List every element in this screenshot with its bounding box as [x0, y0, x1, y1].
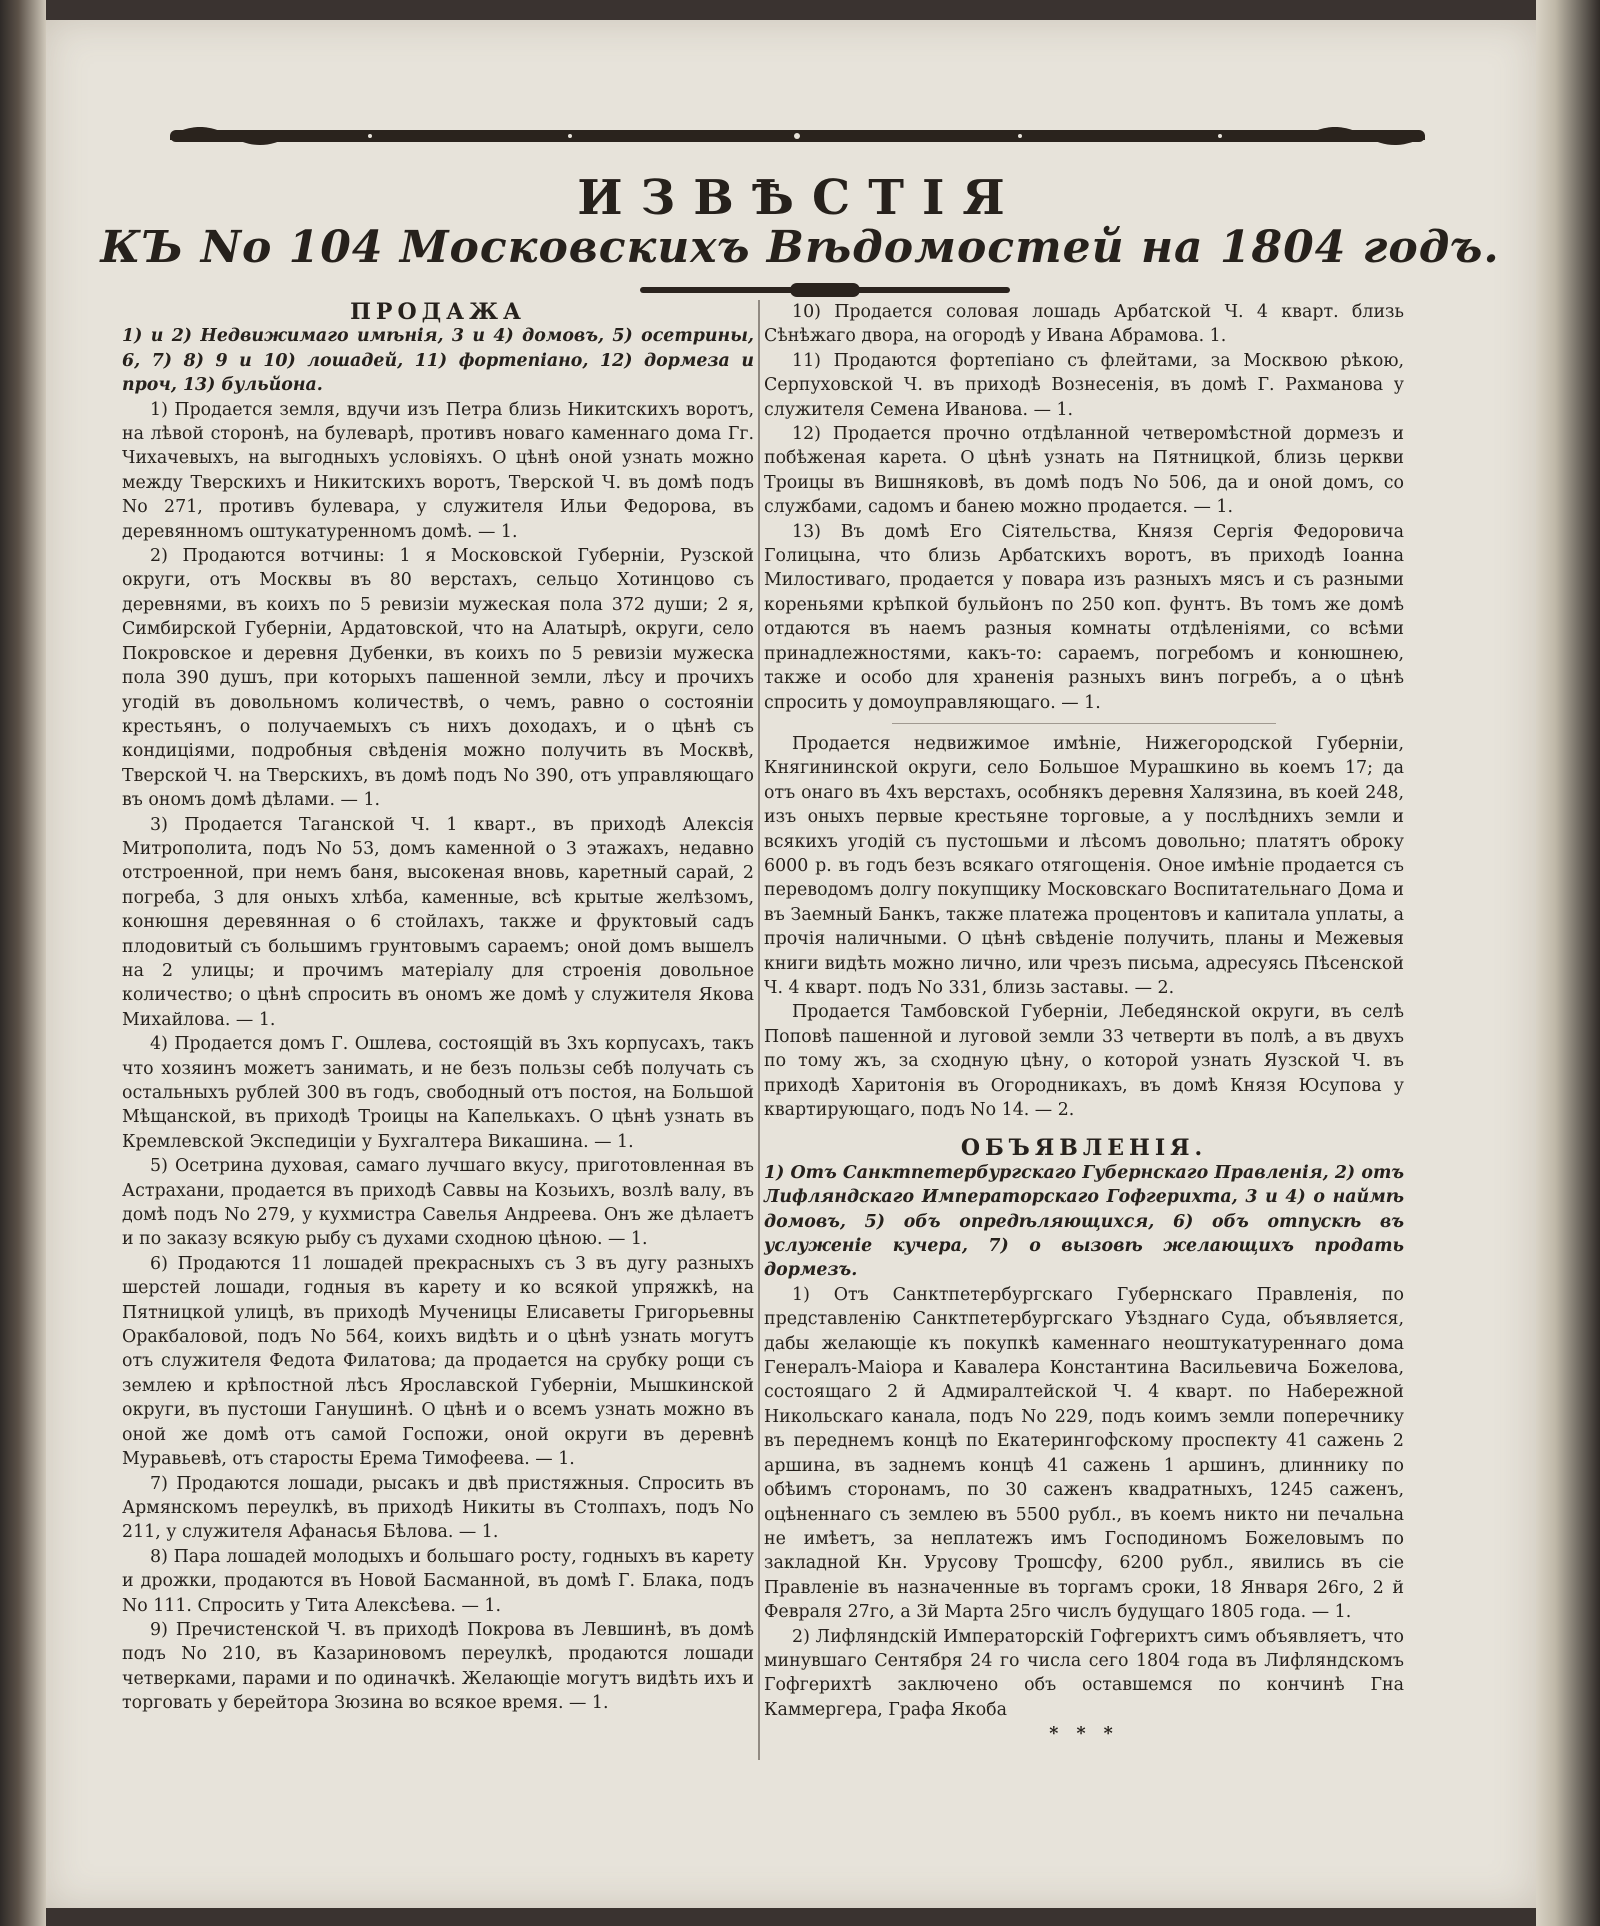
page-edge: [1536, 0, 1600, 1926]
section-heading-announcements: ОБЪЯВЛЕНІЯ.: [960, 1135, 1208, 1162]
notice-item: Продается недвижимое имѣніе, Нижегородской Губерніи, Княгининской округи, село Большое Мурашкино вь коемъ 17; да отъ онаго въ 4хъ верстахъ, особнякъ деревня Халязина, въ коей 248, изъ оныхъ первые крестьяне торговые, а у послѣднихъ земли и всякихъ угодій съ пустошьми и лѣсомъ довольно; платятъ оброку 6000 р. въ годъ безъ всякаго отягощенія. Оное имѣніе продается съ переводомъ долгу покупщику Московскаго Воспитательнаго Дома и въ Заемный Банкъ, также платежа процентовъ и капитала уплаты, а прочія наличными. О цѣнѣ свѣденіе получить, планы и Межевыя книги видѣть можно лично, или чрезъ письма, адресуясь Пѣсенской Ч. 4 кварт. подъ No 331, близь заставы. — 2.: [764, 733, 1404, 998]
right-column: [764, 300, 1404, 1747]
divider: [892, 723, 1276, 724]
notice-item: 13) Въ домѣ Его Сіятельства, Князя Сергія Федоровича Голицына, что близь Арбатскихъ воротъ, въ приходѣ Іоанна Милостиваго, продается у повара изъ разныхъ мясъ и съ разными кореньями крѣпкой бульйонъ по 250 коп. фунтъ. Въ томъ же домѣ отдаются въ наемъ разныя комнаты отдѣленіями, со всѣми принадлежностями, какъ-то: сараемъ, погребомъ и конюшнею, также и особо для храненія разныхъ винъ погребъ, а о цѣнѣ спросить у домоуправляющаго. — 1.: [764, 521, 1404, 713]
notice-item: 5) Осетрина духовая, самаго лучшаго вкусу, приготовленная въ Астрахани, продается въ приходѣ Саввы на Козьихъ, возлѣ валу, въ домѣ подъ No 279, у кухмистра Савелья Андреева. Онъ же дѣлаетъ и по заказу всякую рыбу съ духами сходною цѣною. — 1.: [122, 1156, 754, 1250]
page-title: ИЗВѢСТІЯ: [577, 170, 1023, 226]
section-heading-sale: ПРОДАЖА: [350, 299, 526, 325]
announcements-summary: 1) Отъ Санктпетербургскаго Губернскаго Правленія, 2) отъ Лифляндскаго Императорскаго Гофгерихта, 3 и 4) о наймѣ домовъ, 5) объ опредѣляющихся, 6) объ отпускѣ въ услуженіе кучера, 7) о вызовѣ желающихъ продать дормезъ.: [764, 1162, 1404, 1281]
notice-item: 4) Продается домъ Г. Ошлева, состоящій въ 3хъ корпусахъ, такъ что хозяинъ можетъ занимать, и не безъ пользы себѣ получать съ остальныхъ рублей 300 въ годъ, свободный отъ постоя, на Большой Мѣщанской, въ приходѣ Троицы на Капелькахъ. О цѣнѣ узнать въ Кремлевской Экспедиціи у Бухгалтера Викашина. — 1.: [122, 1034, 754, 1152]
column-rule: [758, 300, 760, 1760]
top-ornament: [170, 122, 1425, 150]
sub-ornament: [640, 281, 1010, 299]
notice-item: 11) Продаются фортепіано съ флейтами, за Москвою рѣкою, Серпуховской Ч. въ приходѣ Вознесенія, въ домѣ Г. Рахманова у служителя Семена Иванова. — 1.: [764, 350, 1404, 420]
spacer: [764, 1122, 1404, 1136]
notice-item: Продается Тамбовской Губерніи, Лебедянской округи, въ селѣ Поповѣ пашенной и луговой земли 33 четверти въ полѣ, а въ двухъ по тому жъ, за сходную цѣну, о которой узнать Яузской Ч. въ приходѣ Харитонія въ Огородникахъ, въ домѣ Князя Юсупова у квартирующаго, подъ No 14. — 2.: [764, 1002, 1404, 1120]
notice-item: 8) Пара лошадей молодыхъ и большаго росту, годныхъ въ карету и дрожки, продаются въ Новой Басманной, въ домѣ Г. Блака, подъ No 111. Спросить у Тита Алексѣева. — 1.: [122, 1546, 754, 1616]
notice-item: 10) Продается соловая лошадь Арбатской Ч. 4 кварт. близь Сѣнѣжаго двора, на огородѣ у Ивана Абрамова. 1.: [764, 302, 1404, 347]
notice-item: 1) Продается земля, вдучи изъ Петра близь Никитскихъ воротъ, на лѣвой сторонѣ, на булеварѣ, противъ новаго каменнаго дома Гг. Чихачевыхъ, на выгодныхъ условіяхъ. О цѣнѣ оной узнать можно между Тверскихъ и Никитскихъ воротъ, Тверской Ч. въ домѣ подъ No 271, противъ булевара, у служителя Ильи Федорова, въ деревянномъ оштукатуренномъ домѣ. — 1.: [122, 399, 754, 542]
notice-item: 9) Пречистенской Ч. въ приходѣ Покрова въ Левшинѣ, въ домѣ подъ No 210, въ Казариновомъ переулкѣ, продаются лошади четверками, парами и по одиначкѣ. Желающіе могутъ видѣть ихъ и торговать у берейтора Зюзина во всякое время. — 1.: [122, 1619, 754, 1714]
left-column: [122, 300, 754, 1716]
notice-item: 1) Отъ Санктпетербургскаго Губернскаго Правленія, по представленію Санктпетербургскаго Уѣзднаго Суда, объявляется, дабы желающіе къ покупкѣ каменнаго неоштукатуреннаго дома Генералъ-Маіора и Кавалера Константина Васильевича Божелова, состоящаго 2 й Адмиралтейской Ч. 4 кварт. по Набережной Никольскаго канала, подъ No 229, подъ коимъ земли поперечнику въ переднемъ концѣ по Екатерингофскому проспекту 41 сажень 2 аршина, въ заднемъ концѣ 41 сажень 1 аршинъ, длиннику по обѣимъ сторонамъ, по 30 саженъ квадратныхъ, 1245 саженъ, оцѣненнаго съ землею въ 5500 рубл., въ коемъ никто ни печальна не имѣетъ, за неплатежъ имъ Господиномъ Божеловымъ по закладной Кн. Урусову Трошсфу, 6200 рубл., явились въ сіе Правленіе въ назначенные въ торгамъ сроки, 18 Января 26го, 2 й Февраля 27го, а 3й Марта 25го числъ будущаго 1805 года. — 1.: [764, 1284, 1404, 1623]
continuation-mark: * * *: [1049, 1724, 1119, 1745]
notice-item: 7) Продаются лошади, рысакъ и двѣ пристяжныя. Спросить въ Армянскомъ переулкѣ, въ приходѣ Никиты въ Столпахъ, подъ No 211, у служителя Афанасья Бѣлова. — 1.: [122, 1473, 754, 1543]
sale-summary: 1) и 2) Недвижимаго имѣнія, 3 и 4) домовъ, 5) осетрины, 6, 7) 8) 9 и 10) лошадей, 11) фортепіано, 12) дормеза и проч, 13) бульйона.: [122, 326, 754, 396]
notice-item: 2) Продаются вотчины: 1 я Московской Губерніи, Рузской округи, отъ Москвы въ 80 верстахъ, сельцо Хотинцово съ деревнями, въ коихъ по 5 ревизіи мужеская пола 372 души; 2 я, Симбирской Губерніи, Ардатовской, что на Алатырѣ, округи, село Покровское и деревня Дубенки, въ коихъ по 5 ревизіи мужеска пола 390 душъ, при которыхъ пашенной земли, лѣсу и прочихъ угодій въ довольномъ количествѣ, о чемъ, равно о состояніи крестьянъ, о получаемыхъ съ нихъ доходахъ, и о цѣнѣ съ кондиціями, подробныя свѣденія можно получить въ Москвѣ, Тверской Ч. на Тверскихъ, въ домѣ подъ No 390, отъ управляющаго въ ономъ домѣ дѣлами. — 1.: [122, 546, 754, 811]
book-gutter: [0, 0, 46, 1926]
notice-item: 12) Продается прочно отдѣланной четверомѣстной дормезъ и побѣженая карета. О цѣнѣ узнать на Пятницкой, близь церкви Троицы въ Вишняковѣ, въ домѣ подъ No 506, да и оной домъ, со службами, садомъ и банею можно продается. — 1.: [764, 424, 1404, 518]
notice-item: 2) Лифляндскій Императорскій Гофгерихтъ симъ объявляетъ, что минувшаго Сентября 24 го числа сего 1804 года въ Лифляндскомъ Гофгерихтѣ заключено объ оставшемся по кончинѣ Гна Каммергера, Графа Якоба: [764, 1626, 1404, 1720]
notice-item: 6) Продаются 11 лошадей прекрасныхъ съ 3 въ дугу разныхъ шерстей лошади, годныя въ карету и ко всякой упряжкѣ, на Пятницкой улицѣ, въ приходѣ Мученицы Елисаветы Григорьевны Оракбаловой, подъ No 564, коихъ видѣть и о цѣнѣ узнать могутъ отъ служителя Федота Филатова; да продается на срубку рощи съ землею и крѣпостной лѣсъ Ярославской Губерніи, Мышкинской округи, въ пустоши Ганушинѣ. О цѣнѣ и о всемъ узнать можно въ оной же домѣ отъ самой Госпожи, оной округи въ деревнѣ Муравьевѣ, отъ старосты Ерема Тимофеева. — 1.: [122, 1253, 754, 1470]
page-subtitle: КЪ No 104 Московскихъ Вѣдомостей на 1804 годъ.: [100, 222, 1500, 273]
notice-item: 3) Продается Таганской Ч. 1 кварт., въ приходѣ Алексія Митрополита, подъ No 53, домъ каменной о 3 этажахъ, недавно отстроенной, при немъ баня, высокеная вновь, каретный сарай, 2 погреба, 3 для оныхъ хлѣба, каменные, всѣ крытые желѣзомъ, конюшня деревянная о 6 стойлахъ, также и фруктовый садъ плодовитый съ большимъ грунтовымъ сараемъ; оной домъ вышелъ на 2 улицы; и прочимъ матеріалу для строенія довольное количество; о цѣнѣ спросить въ ономъ же домѣ у служителя Якова Михайлова. — 1.: [122, 814, 754, 1030]
